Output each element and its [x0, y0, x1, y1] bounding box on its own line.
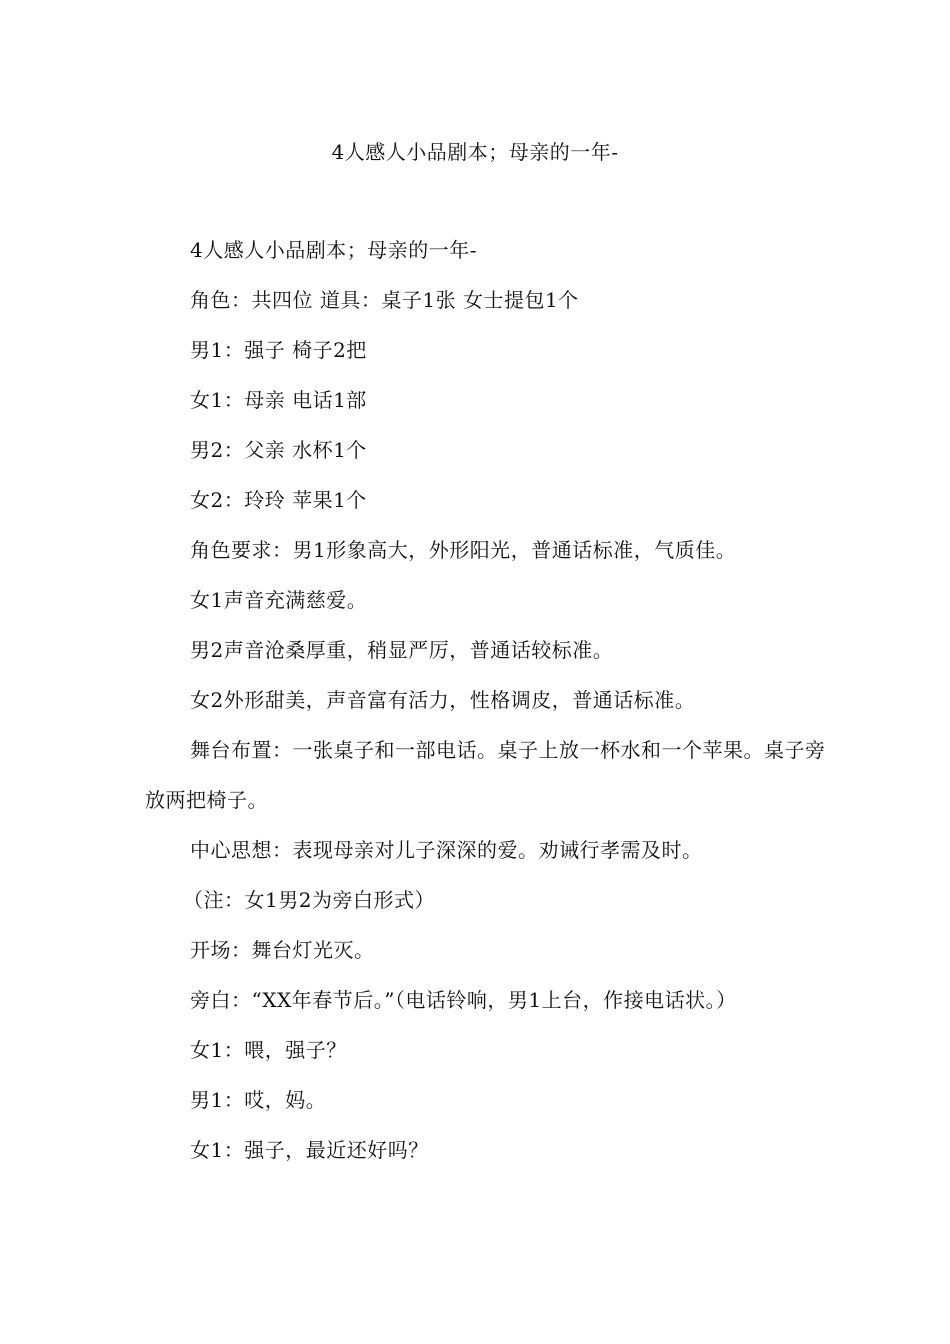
paragraph-central-idea: 中心思想：表现母亲对儿子深深的爱。劝诫行孝需及时。 [190, 838, 703, 862]
document-body [145, 236, 835, 1186]
paragraph-male1: 男1：强子 椅子2把 [190, 338, 367, 362]
paragraph-female2: 女2：玲玲 苹果1个 [190, 488, 367, 512]
paragraph-stage-setup: 舞台布置：一张桌子和一部电话。桌子上放一杯水和一个苹果。桌子旁放两把椅子。 [145, 738, 826, 812]
dialogue-line: 女1：强子，最近还好吗？ [190, 1138, 429, 1162]
dialogue-line: 女1：喂，强子？ [190, 1038, 347, 1062]
paragraph-note: （注：女1男2为旁白形式） [183, 888, 435, 912]
paragraph-opening: 开场：舞台灯光灭。 [190, 938, 375, 962]
paragraph-heading: 4人感人小品剧本；母亲的一年- [190, 238, 477, 262]
paragraph-female1: 女1：母亲 电话1部 [190, 388, 367, 412]
paragraph-narration: 旁白：“XX年春节后。”（电话铃响，男1上台，作接电话状。） [190, 988, 737, 1012]
paragraph-female1-voice: 女1声音充满慈爱。 [190, 588, 368, 612]
paragraph-male2: 男2：父亲 水杯1个 [190, 438, 367, 462]
paragraph-male2-voice: 男2声音沧桑厚重，稍显严厉，普通话较标准。 [190, 638, 614, 662]
paragraph-role-requirements: 角色要求：男1形象高大，外形阳光，普通话标准，气质佳。 [190, 538, 737, 562]
document-title: 4人感人小品剧本；母亲的一年- [331, 140, 619, 164]
dialogue-line: 男1：哎，妈。 [190, 1088, 327, 1112]
paragraph-female2-look: 女2外形甜美，声音富有活力，性格调皮，普通话标准。 [190, 688, 696, 712]
paragraph-roles-props: 角色：共四位 道具：桌子1张 女士提包1个 [190, 288, 579, 312]
